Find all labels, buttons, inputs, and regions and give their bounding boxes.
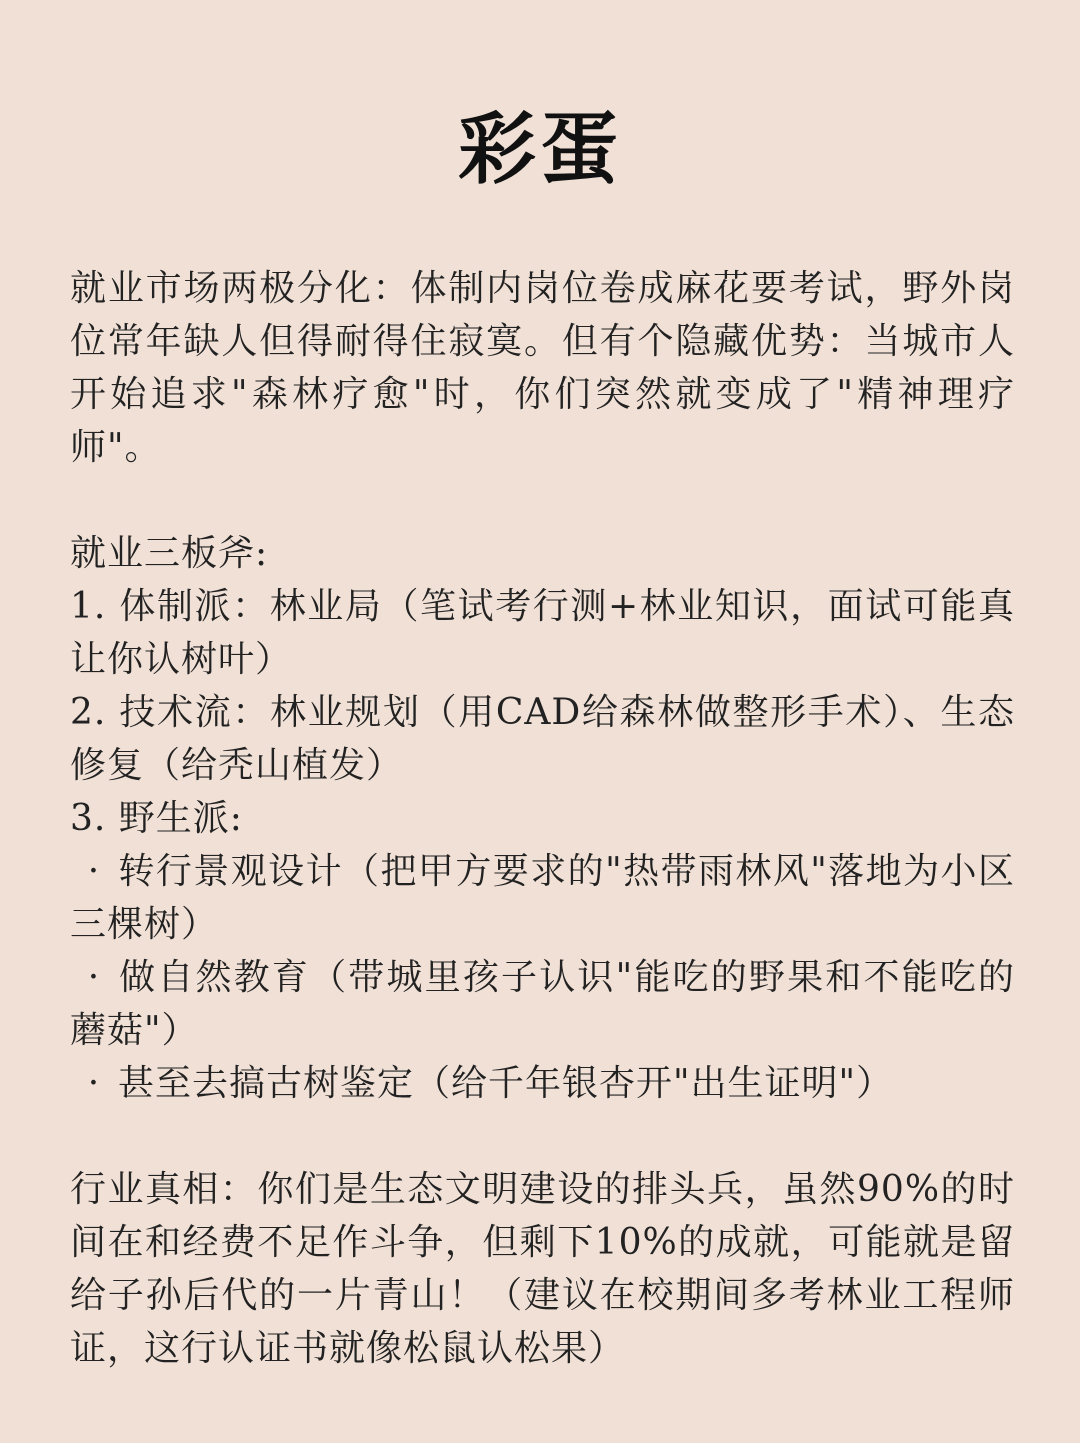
page-title: 彩蛋 [457,105,622,195]
paragraph-spacer [70,1110,1015,1163]
paragraph-spacer [70,474,1015,527]
bullet-dot: · [87,1063,101,1104]
career-heading: 就业三板斧: [70,533,269,574]
career-item-1: 1. 体制派：林业局（笔试考行测+林业知识，面试可能真让你认树叶） [70,586,1015,680]
career-bullet-2-text: 做自然教育（带城里孩子认识"能吃的野果和不能吃的蘑菇"） [70,957,1015,1051]
post-body [70,262,1015,1375]
bullet-dot: · [87,957,101,998]
career-item-2: 2. 技术流：林业规划（用CAD给森林做整形手术）、生态修复（给秃山植发） [70,692,1015,786]
career-item-3: 3. 野生派: [70,798,243,839]
career-bullet-1-text: 转行景观设计（把甲方要求的"热带雨林风"落地为小区三棵树） [70,851,1015,945]
bullet-dot: · [87,851,101,892]
truth-paragraph: 行业真相：你们是生态文明建设的排头兵，虽然90%的时间在和经费不足作斗争，但剩下10%的成就，可能就是留给子孙后代的一片青山！（建议在校期间多考林业工程师证，这行认证书就像松鼠认松果） [70,1169,1015,1369]
career-bullet-2 [70,951,1015,1057]
career-bullet-3-text: 甚至去搞古树鉴定（给千年银杏开"出生证明"） [118,1063,894,1104]
intro-paragraph: 就业市场两极分化：体制内岗位卷成麻花要考试，野外岗位常年缺人但得耐得住寂寞。但有个隐藏优势：当城市人开始追求"森林疗愈"时，你们突然就变成了"精神理疗师"。 [70,268,1015,468]
career-bullet-1 [70,845,1015,951]
career-bullet-3 [70,1057,1015,1110]
